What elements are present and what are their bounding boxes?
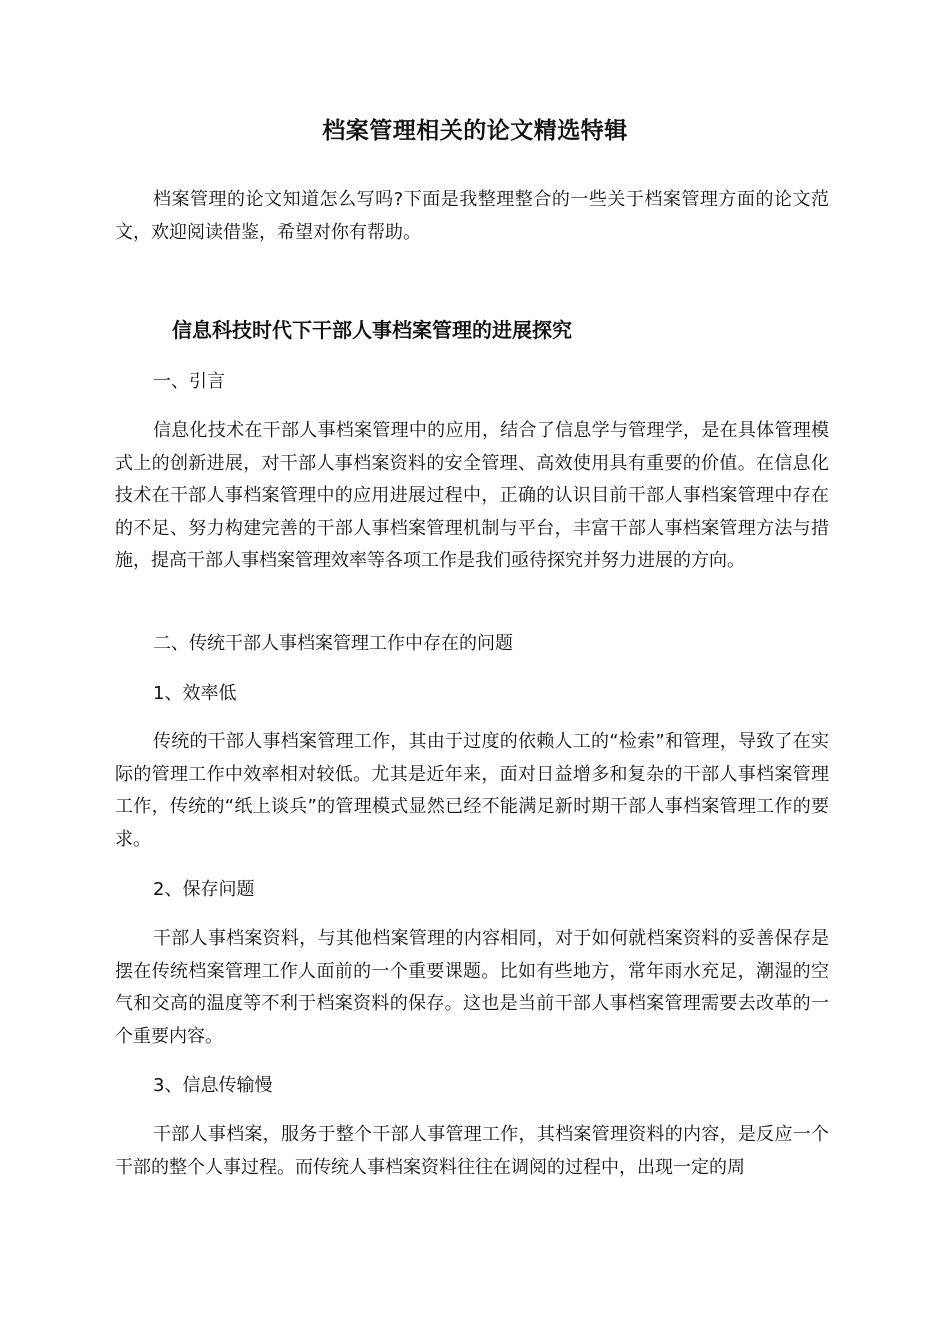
article-title: 信息科技时代下干部人事档案管理的进展探究 [172,318,572,342]
paragraph-slow-transfer: 干部人事档案，服务于整个干部人事管理工作，其档案管理资料的内容，是反应一个干部的整个人事过程。而传统人事档案资料往往在调阅的过程中，出现一定的周 [115,1124,829,1178]
document-title: 档案管理相关的论文精选特辑 [322,118,628,144]
heading-introduction: 一、引言 [153,371,225,392]
subheading-preservation: 2、保存问题 [153,879,255,900]
paragraph-low-efficiency: 传统的干部人事档案管理工作，其由于过度的依赖人工的“检索”和管理，导致了在实际的管理工作中效率相对较低。尤其是近年来，面对日益增多和复杂的干部人事档案管理工作，传统的“纸上谈兵”的管理模式显然已经不能满足新时期干部人事档案管理工作的要求。 [115,731,829,850]
subheading-slow-transfer: 3、信息传输慢 [153,1075,273,1096]
intro-paragraph: 档案管理的论文知道怎么写吗?下面是我整理整合的一些关于档案管理方面的论文范文，欢迎阅读借鉴，希望对你有帮助。 [115,189,829,243]
heading-problems: 二、传统干部人事档案管理工作中存在的问题 [153,633,513,654]
subheading-low-efficiency: 1、效率低 [153,683,237,704]
paragraph-preservation: 干部人事档案资料，与其他档案管理的内容相同，对于如何就档案资料的妥善保存是摆在传统档案管理工作人面前的一个重要课题。比如有些地方，常年雨水充足，潮湿的空气和交高的温度等不利于档案资料的保存。这也是当前干部人事档案管理需要去改革的一个重要内容。 [115,928,829,1047]
paragraph-introduction: 信息化技术在干部人事档案管理中的应用，结合了信息学与管理学，是在具体管理模式上的创新进展，对干部人事档案资料的安全管理、高效使用具有重要的价值。在信息化技术在干部人事档案管理中的应用进展过程中，正确的认识目前干部人事档案管理中存在的不足、努力构建完善的干部人事档案管理机制与平台，丰富干部人事档案管理方法与措施，提高干部人事档案管理效率等各项工作是我们亟待探究并努力进展的方向。 [115,420,829,571]
